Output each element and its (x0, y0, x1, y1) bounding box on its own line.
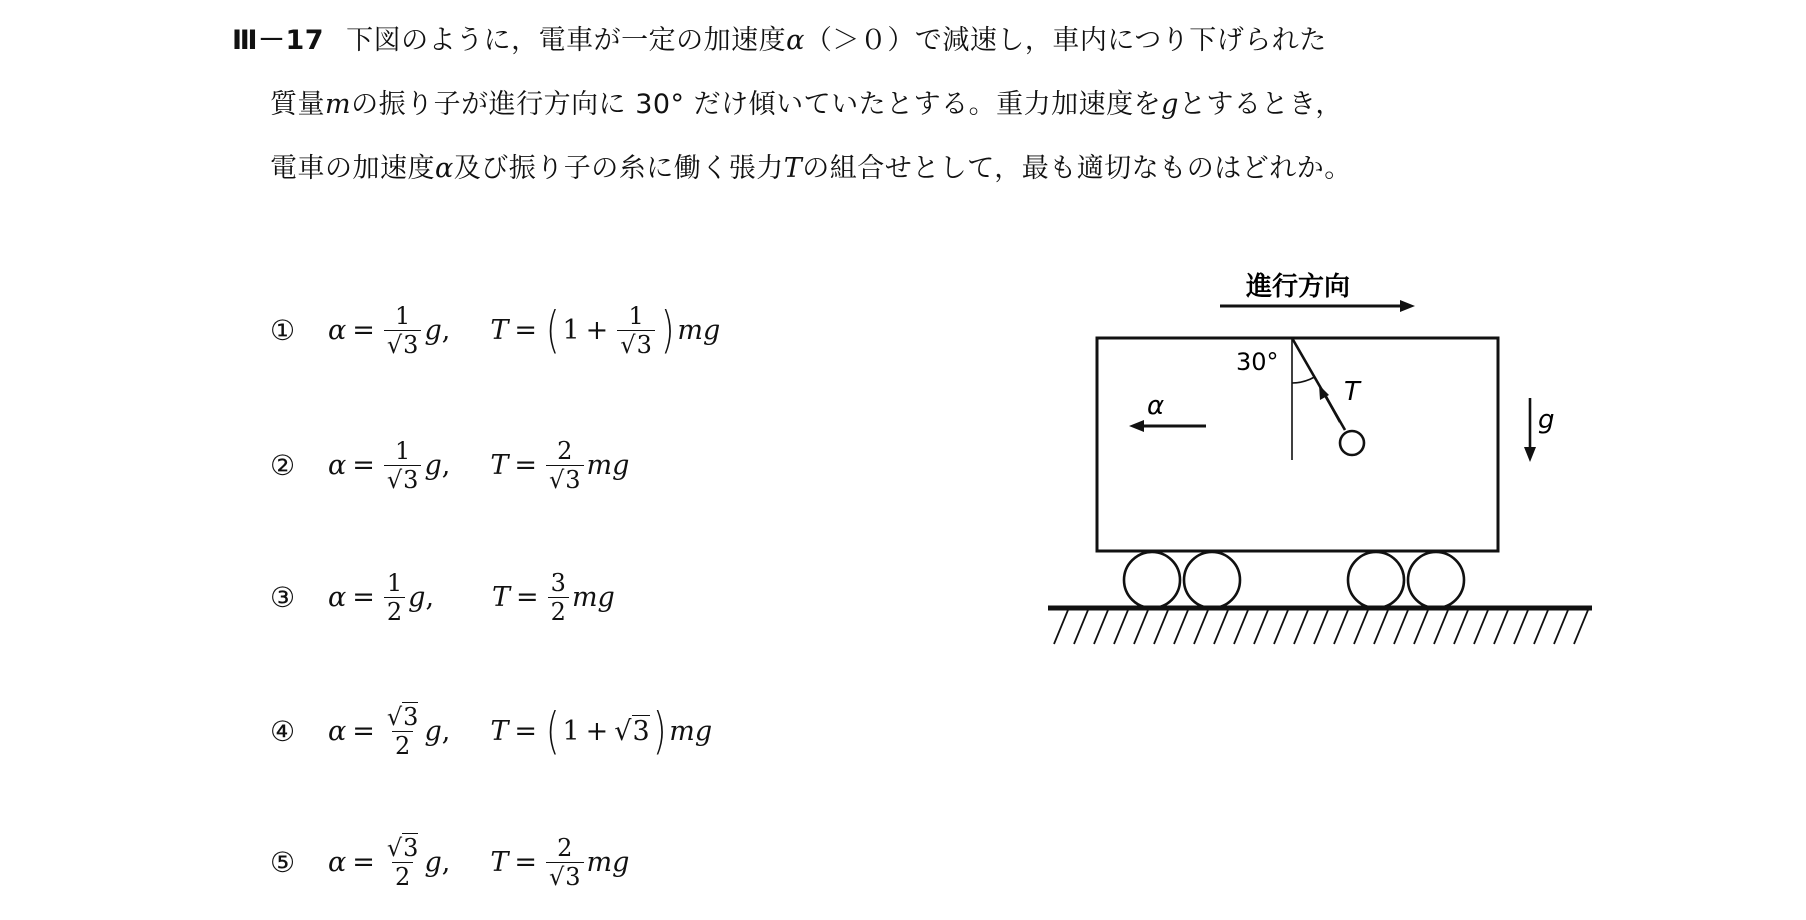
ground-hatching (1054, 610, 1588, 644)
hatch-line (1194, 610, 1208, 644)
direction-label: 進行方向 (1246, 272, 1351, 302)
hatch-line (1054, 610, 1068, 644)
pendulum-bob (1340, 431, 1364, 455)
direction-arrow-head (1400, 300, 1415, 312)
hatch-line (1294, 610, 1308, 644)
option-mark: ④ (270, 714, 296, 748)
hatch-line (1174, 610, 1188, 644)
hatch-line (1274, 610, 1288, 644)
option-1[interactable] (270, 285, 720, 375)
option-3[interactable] (270, 552, 615, 642)
option-mark: ⑤ (270, 845, 296, 879)
option-expression: α = $\frac{√3}{2}$ g , T = $\frac{2}{√3}$ mg (328, 833, 630, 891)
hatch-line (1114, 610, 1128, 644)
accel-arrow-head (1129, 420, 1144, 432)
wheel (1348, 552, 1404, 608)
hatch-line (1534, 610, 1548, 644)
hatch-line (1254, 610, 1268, 644)
question-line-2: 質量mの振り子が進行方向に 30° だけ傾いていたとする。重力加速度をgとするとき， (270, 89, 1343, 120)
option-mark: ③ (270, 580, 296, 614)
hatch-line (1234, 610, 1248, 644)
fraction: $\frac{1}{√3}$ (384, 302, 422, 359)
gravity-label: g (1538, 405, 1555, 435)
hatch-line (1394, 610, 1408, 644)
hatch-line (1154, 610, 1168, 644)
wheel (1124, 552, 1180, 608)
hatch-line (1354, 610, 1368, 644)
tension-label: T (1344, 377, 1360, 407)
fraction: $\frac{3}{2}$ (548, 569, 569, 626)
option-mark: ① (270, 313, 296, 347)
hatch-line (1094, 610, 1108, 644)
hatch-line (1414, 610, 1428, 644)
gravity-arrow-head (1524, 447, 1536, 462)
option-5[interactable] (270, 817, 629, 907)
fraction: $\frac{1}{√3}$ (617, 302, 655, 359)
fraction: $\frac{1}{√3}$ (384, 437, 422, 494)
wheel (1408, 552, 1464, 608)
fraction: $\frac{√3}{2}$ (386, 702, 419, 760)
hatch-line (1474, 610, 1488, 644)
option-2[interactable] (270, 420, 629, 510)
fraction: $\frac{1}{2}$ (384, 569, 405, 626)
hatch-line (1454, 610, 1468, 644)
hatch-line (1074, 610, 1088, 644)
hatch-line (1574, 610, 1588, 644)
tension-arrow (1324, 393, 1340, 422)
option-4[interactable] (270, 686, 712, 776)
fraction: $\frac{2}{√3}$ (546, 437, 584, 494)
option-expression: α = $\frac{√3}{2}$ g , T = ( 1 + √ 3 ) mg (328, 702, 713, 760)
question-line-3: 電車の加速度α及び振り子の糸に働く張力Tの組合せとして，最も適切なものはどれか。 (270, 153, 1352, 184)
angle-label: 30° (1236, 348, 1279, 376)
question-line-1: Ⅲ－17 下図のように，電車が一定の加速度α（＞０）で減速し，車内につり下げられた (232, 25, 1327, 56)
hatch-line (1554, 610, 1568, 644)
option-expression: α = $\frac{1}{2}$ g , T = $\frac{3}{2}$ mg (328, 568, 615, 626)
question-number: Ⅲ－17 (232, 25, 325, 56)
hatch-line (1334, 610, 1348, 644)
option-expression: α = $\frac{1}{√3}$ g , T = $\frac{2}{√3}$ mg (328, 436, 630, 494)
hatch-line (1514, 610, 1528, 644)
train-pendulum-diagram (1040, 250, 1600, 660)
hatch-line (1314, 610, 1328, 644)
option-expression: α = $\frac{1}{√3}$ g , T = ( 1 + $\frac{1}{√3}$ ) mg (328, 301, 721, 359)
hatch-line (1374, 610, 1388, 644)
fraction: $\frac{2}{√3}$ (546, 834, 584, 891)
accel-label: α (1147, 391, 1165, 421)
hatch-line (1434, 610, 1448, 644)
fraction: $\frac{√3}{2}$ (386, 833, 419, 891)
train-body (1097, 338, 1498, 551)
wheel (1184, 552, 1240, 608)
hatch-line (1494, 610, 1508, 644)
option-mark: ② (270, 448, 296, 482)
angle-arc (1292, 377, 1315, 383)
hatch-line (1134, 610, 1148, 644)
hatch-line (1214, 610, 1228, 644)
